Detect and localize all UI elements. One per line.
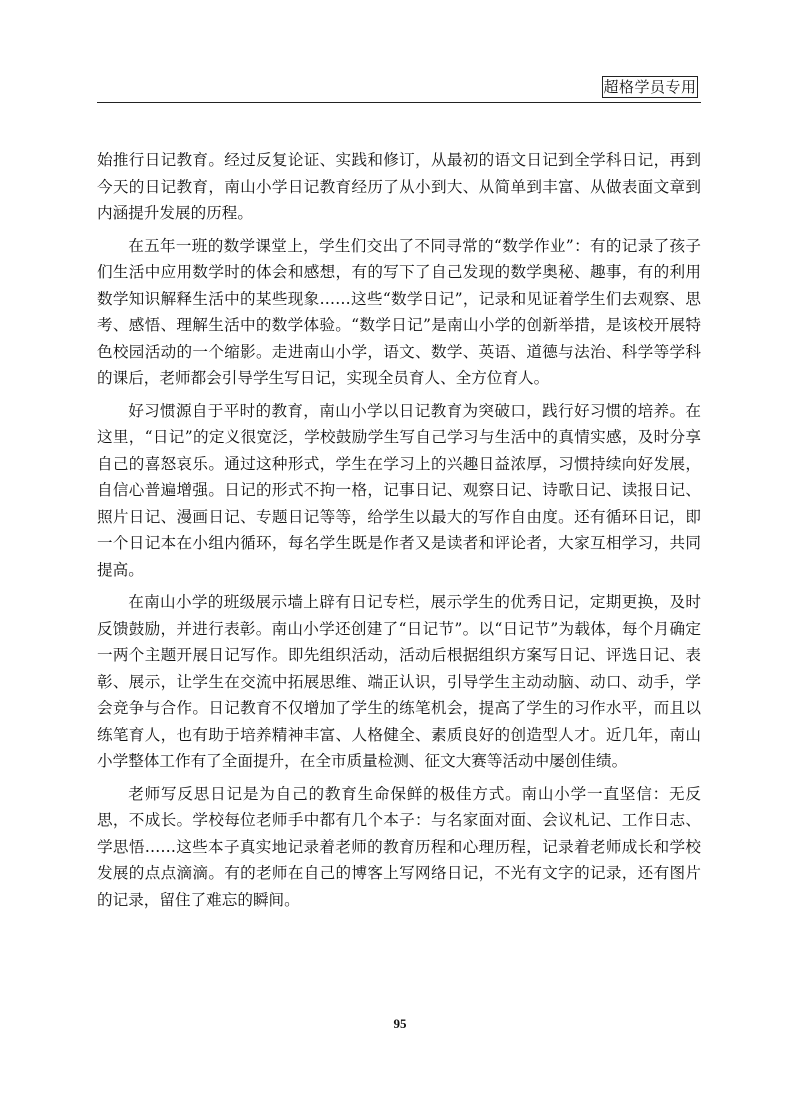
paragraph-2: 在五年一班的数学课堂上，学生们交出了不同寻常的“数学作业”：有的记录了孩子们生活中应用数学时的体会和感想，有的写下了自己发现的数学奥秘、趣事，有的利用数学知识解释生活中的某些现象……这些“数学日记”，记录和见证着学生们去观察、思考、感悟、理解生活中的数学体验。“数学日记”是南山小学的创新举措，是该校开展特色校园活动的一个缩影。走进南山小学，语文、数学、英语、道德与法治、科学等学科的课后，老师都会引导学生写日记，实现全员育人、全方位育人。 <box>97 236 701 387</box>
paragraph-5: 老师写反思日记是为自己的教育生命保鲜的极佳方式。南山小学一直坚信：无反思，不成长。学校每位老师手中都有几个本子：与名家面对面、会议札记、工作日志、学思悟……这些本子真实地记录着老师的教育历程和心理历程，记录着老师成长和学校发展的点点滴滴。有的老师在自己的博客上写网络日记，不光有文字的记录，还有图片的记录，留住了难忘的瞬间。 <box>97 784 701 909</box>
paragraph-1: 始推行日记教育。经过反复论证、实践和修订，从最初的语文日记到全学科日记，再到今天的日记教育，南山小学日记教育经历了从小到大、从简单到丰富、从做表面文章到内涵提升发展的历程。 <box>97 151 701 222</box>
paragraph-4: 在南山小学的班级展示墙上辟有日记专栏，展示学生的优秀日记，定期更换，及时反馈鼓励，并进行表彰。南山小学还创建了“日记节”。以“日记节”为载体，每个月确定一两个主题开展日记写作。即先组织活动，活动后根据组织方案写日记、评选日记、表彰、展示，让学生在交流中拓展思维、端正认识，引导学生主动动脑、动口、动手，学会竞争与合作。日记教育不仅增加了学生的练笔机会，提高了学生的习作水平，而且以练笔育人，也有助于培养精神丰富、人格健全、素质良好的创造型人才。近几年，南山小学整体工作有了全面提升，在全市质量检测、征文大赛等活动中屡创佳绩。 <box>97 593 701 770</box>
exclusive-use-badge: 超格学员专用 <box>603 78 697 96</box>
header-rule <box>97 102 701 103</box>
article-body <box>97 147 701 913</box>
page-number: 95 <box>393 1016 407 1031</box>
paragraph-3: 好习惯源自于平时的教育，南山小学以日记教育为突破口，践行好习惯的培养。在这里，“日记”的定义很宽泛，学校鼓励学生写自己学习与生活中的真情实感，及时分享自己的喜怒哀乐。通过这种形式，学生在学习上的兴趣日益浓厚，习惯持续向好发展，自信心普遍增强。日记的形式不拘一格，记事日记、观察日记、诗歌日记、读报日记、照片日记、漫画日记、专题日记等等，给学生以最大的写作自由度。还有循环日记，即一个日记本在小组内循环，每名学生既是作者又是读者和评论者，大家互相学习，共同提高。 <box>97 401 701 579</box>
